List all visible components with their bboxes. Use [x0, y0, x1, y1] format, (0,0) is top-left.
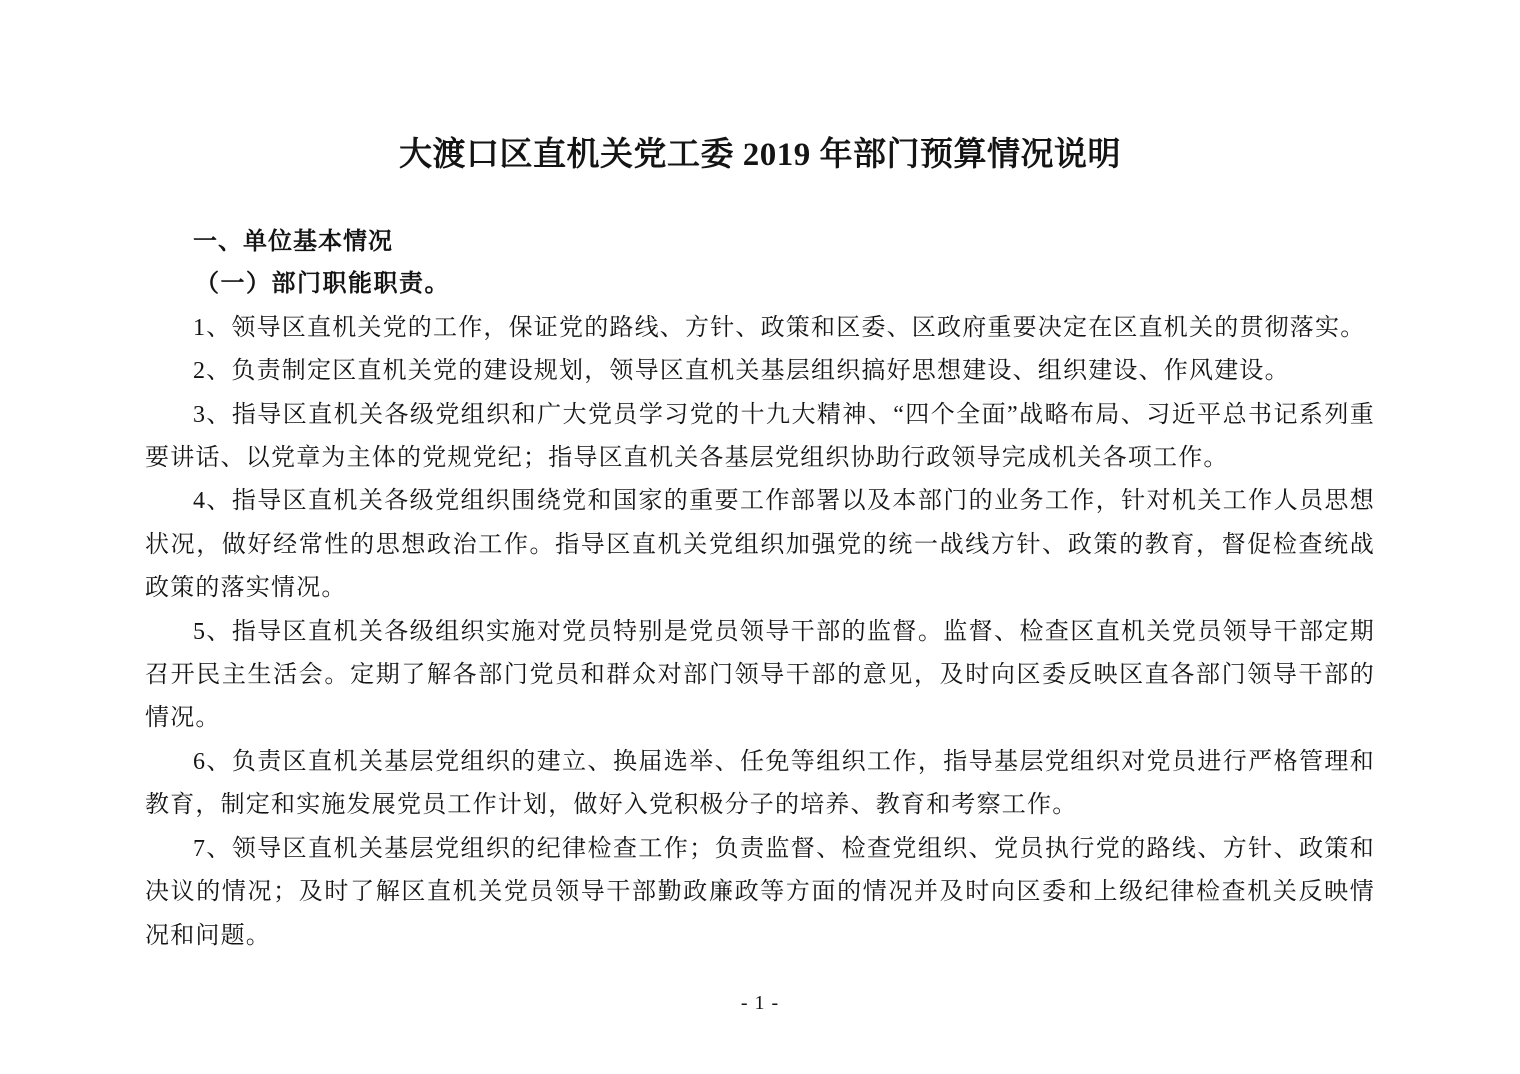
- document-title: 大渡口区直机关党工委 2019 年部门预算情况说明: [399, 137, 1121, 173]
- paragraph-2: 2、负责制定区直机关党的建设规划，领导区直机关基层组织搞好思想建设、组织建设、作风建设。: [193, 358, 1290, 385]
- paragraph-5: 5、指导区直机关各级组织实施对党员特别是党员领导干部的监督。监督、检查区直机关党员领导干部定期召开民主生活会。定期了解各部门党员和群众对部门领导干部的意见，及时向区委反映区直各部门领导干部的情况。: [145, 618, 1375, 732]
- paragraph-3: 3、指导区直机关各级党组织和广大党员学习党的十九大精神、“四个全面”战略布局、习近平总书记系列重要讲话、以党章为主体的党规党纪；指导区直机关各基层党组织协助行政领导完成机关各项工作。: [145, 401, 1375, 472]
- paragraph-4: 4、指导区直机关各级党组织围绕党和国家的重要工作部署以及本部门的业务工作，针对机关工作人员思想状况，做好经常性的思想政治工作。指导区直机关党组织加强党的统一战线方针、政策的教育，督促检查统战政策的落实情况。: [145, 488, 1375, 602]
- section-heading: 一、单位基本情况: [193, 228, 393, 255]
- page-number: - 1 -: [740, 991, 780, 1014]
- paragraph-7: 7、领导区直机关基层党组织的纪律检查工作；负责监督、检查党组织、党员执行党的路线、方针、政策和决议的情况；及时了解区直机关党员领导干部勤政廉政等方面的情况并及时向区委和上级纪律检查机关反映情况和问题。: [145, 835, 1375, 949]
- paragraph-6: 6、负责区直机关基层党组织的建立、换届选举、任免等组织工作，指导基层党组织对党员进行严格管理和教育，制定和实施发展党员工作计划，做好入党积极分子的培养、教育和考察工作。: [145, 748, 1375, 819]
- subsection-heading: （一）部门职能职责。: [195, 271, 450, 298]
- paragraph-1: 1、领导区直机关党的工作，保证党的路线、方针、政策和区委、区政府重要决定在区直机关的贯彻落实。: [193, 314, 1366, 341]
